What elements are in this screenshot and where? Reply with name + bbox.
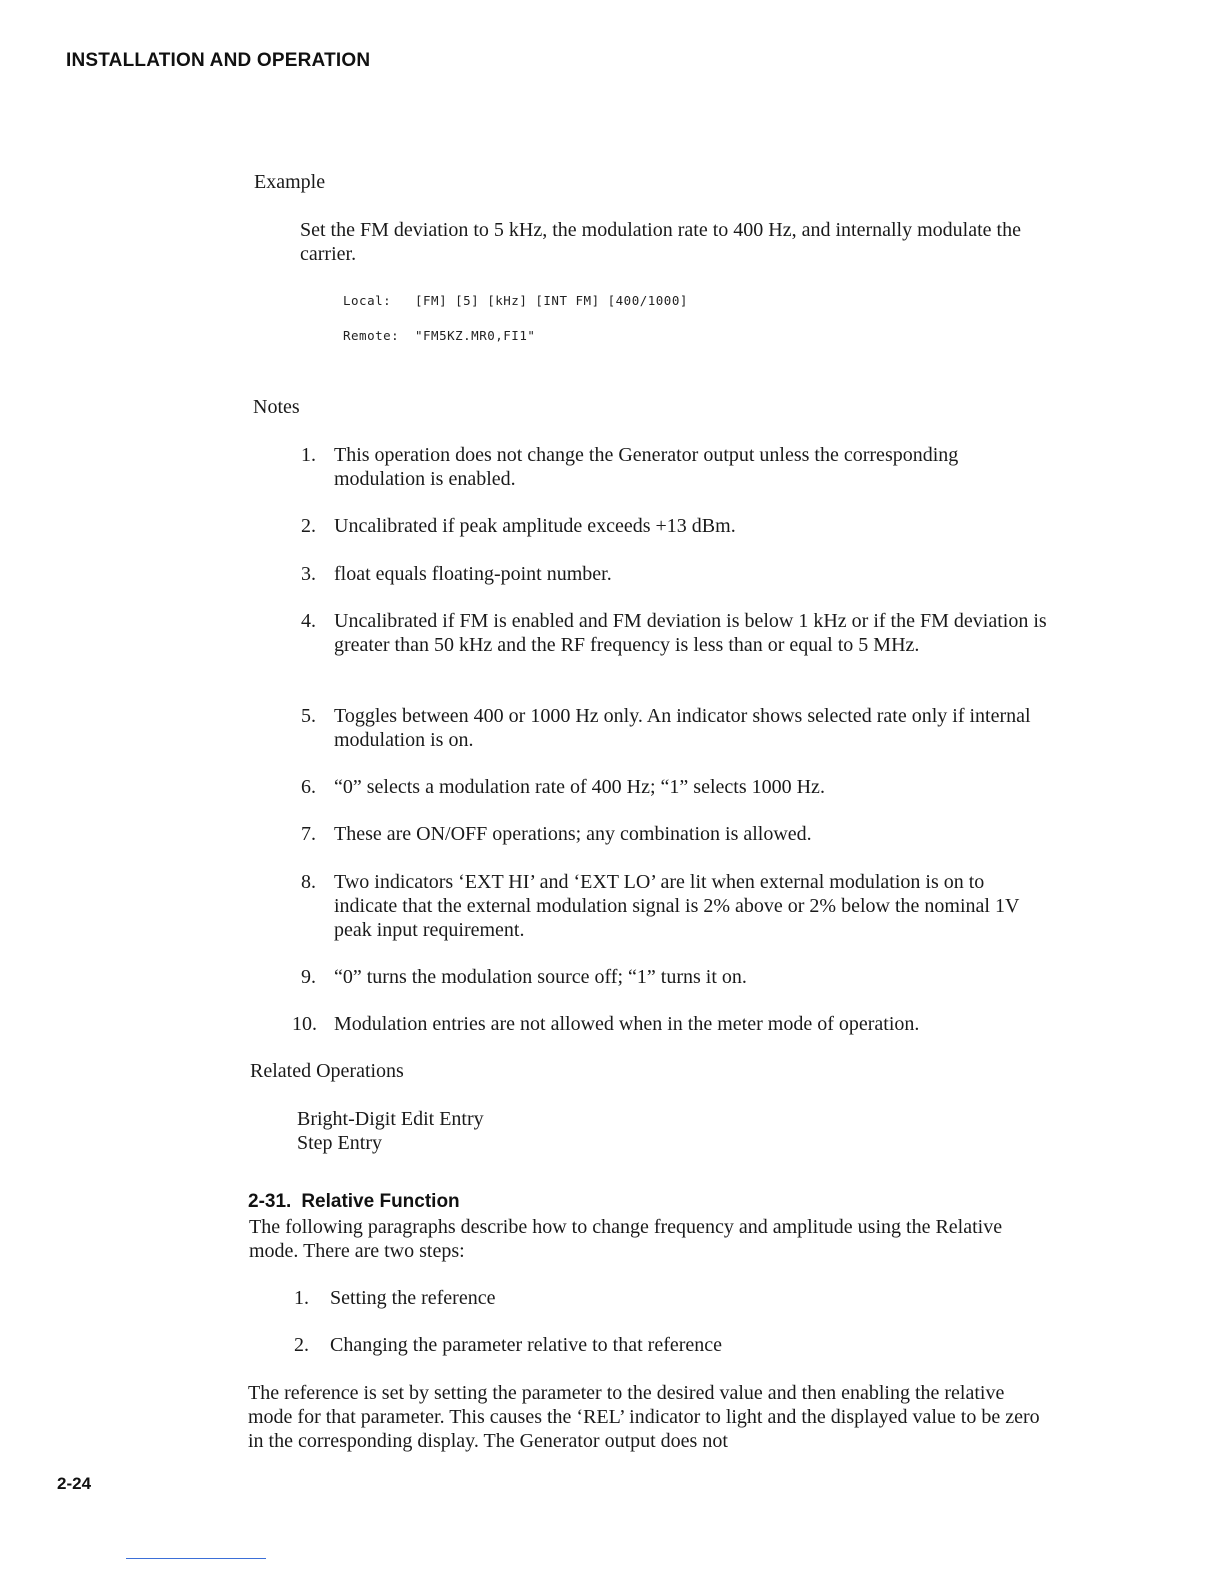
related-heading: Related Operations (250, 1060, 404, 1082)
notes-heading: Notes (253, 396, 300, 418)
note-number: 2. (301, 515, 316, 537)
note-number: 6. (301, 776, 316, 798)
page-header: INSTALLATION AND OPERATION (66, 50, 371, 71)
step-number: 1. (294, 1287, 309, 1309)
note-number: 5. (301, 705, 316, 727)
note-text: Modulation entries are not allowed when in the meter mode of operation. (334, 1013, 920, 1035)
note-text: Uncalibrated if peak amplitude exceeds +13 dBm. (334, 515, 736, 537)
related-item: Step Entry (297, 1132, 382, 1154)
note-text: Uncalibrated if FM is enabled and FM deviation is below 1 kHz or if the FM deviation is greater than 50 kHz and the RF frequency is less than or equal to 5 MHz. (334, 610, 1047, 656)
section-number: 2-31. (248, 1191, 292, 1212)
note-number: 9. (301, 966, 316, 988)
note-text: “0” selects a modulation rate of 400 Hz; “1” selects 1000 Hz. (334, 776, 825, 798)
note-text: float equals floating-point number. (334, 563, 612, 585)
section-intro: The following paragraphs describe how to change frequency and amplitude using the Relative mode. There are two steps: (249, 1216, 1003, 1262)
section-title (248, 1191, 460, 1213)
step-number: 2. (294, 1334, 309, 1356)
note-number: 7. (301, 823, 316, 845)
section-title-text: Relative Function (301, 1191, 460, 1212)
section-body: The reference is set by setting the parameter to the desired value and then enabling the relative mode for that parameter. This causes the ‘REL’ indicator to light and the displayed value to be zero in the corresponding display. The Generator output does not (248, 1382, 1040, 1452)
local-value: [FM] [5] [kHz] [INT FM] [400/1000] (415, 293, 688, 308)
note-number: 8. (301, 871, 316, 893)
note-number: 4. (301, 610, 316, 632)
remote-value: "FM5KZ.MR0,FI1" (415, 328, 536, 343)
step-text: Setting the reference (330, 1287, 496, 1309)
page-number: 2-24 (57, 1474, 92, 1493)
remote-label: Remote: (343, 328, 400, 343)
note-number: 10. (292, 1013, 317, 1035)
note-number: 1. (301, 444, 316, 466)
note-text: “0” turns the modulation source off; “1” turns it on. (334, 966, 747, 988)
step-text: Changing the parameter relative to that reference (330, 1334, 723, 1356)
local-label: Local: (343, 293, 392, 308)
related-item: Bright-Digit Edit Entry (297, 1108, 484, 1130)
note-number: 3. (301, 563, 316, 585)
note-text: Two indicators ‘EXT HI’ and ‘EXT LO’ are lit when external modulation is on to indicate that the external modulation signal is 2% above or 2% below the nominal 1V peak input requirement. (334, 871, 1020, 941)
note-text: These are ON/OFF operations; any combination is allowed. (334, 823, 812, 845)
example-remote (343, 328, 535, 343)
note-text: Toggles between 400 or 1000 Hz only. An indicator shows selected rate only if internal modulation is on. (334, 705, 1031, 751)
example-text: Set the FM deviation to 5 kHz, the modulation rate to 400 Hz, and internally modulate the carrier. (300, 219, 1021, 265)
footer-rule (126, 1558, 266, 1559)
note-text: This operation does not change the Generator output unless the corresponding modulation is enabled. (334, 444, 959, 490)
example-heading: Example (254, 171, 326, 193)
example-local (343, 293, 688, 308)
